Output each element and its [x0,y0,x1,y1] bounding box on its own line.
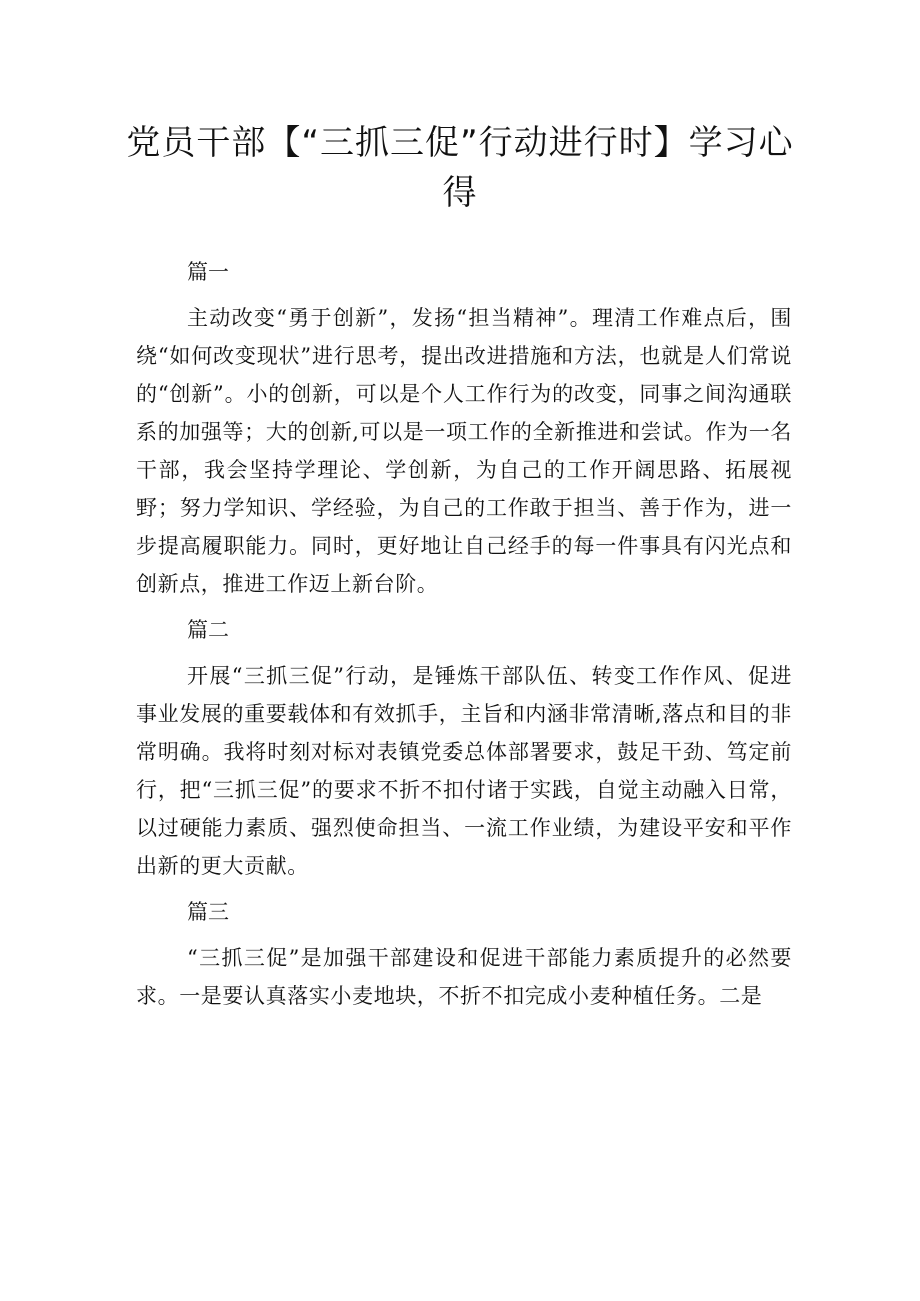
section-paragraph: “三抓三促”是加强干部建设和促进干部能力素质提升的必然要求。一是要认真落实小麦地块，不折不扣完成小麦种植任务。二是 [136,946,792,1008]
section-heading: 篇三 [187,900,229,924]
document-title: 党员干部【“三抓三促”行动进行时】学习心得 [126,123,794,213]
section-heading: 篇一 [187,260,229,284]
section-paragraph: 主动改变“勇于创新”，发扬“担当精神”。理清工作难点后，围绕“如何改变现状”进行思考，提出改进措施和方法，也就是人们常说的“创新”。小的创新，可以是个人工作行为的改变，同事之间沟通联系的加强等；大的创新,可以是一项工作的全新推进和尝试。作为一名干部，我会坚持学理论、学创新，为自己的工作开阔思路、拓展视野；努力学知识、学经验，为自己的工作敢于担当、善于作为，进一步提高履职能力。同时，更好地让自己经手的每一件事具有闪光点和创新点，推进工作迈上新台阶。 [136,306,792,596]
section-paragraph: 开展“三抓三促”行动，是锤炼干部队伍、转变工作作风、促进事业发展的重要载体和有效抓手，主旨和内涵非常清晰,落点和目的非常明确。我将时刻对标对表镇党委总体部署要求，鼓足干劲、笃定前行，把“三抓三促”的要求不折不扣付诸于实践，自觉主动融入日常，以过硬能力素质、强烈使命担当、一流工作业绩，为建设平安和平作出新的更大贡献。 [136,664,792,878]
section-heading: 篇二 [187,618,229,642]
section-1 [136,253,792,603]
section-3 [136,893,792,1015]
section-2 [136,611,792,885]
document-body [136,253,792,1023]
